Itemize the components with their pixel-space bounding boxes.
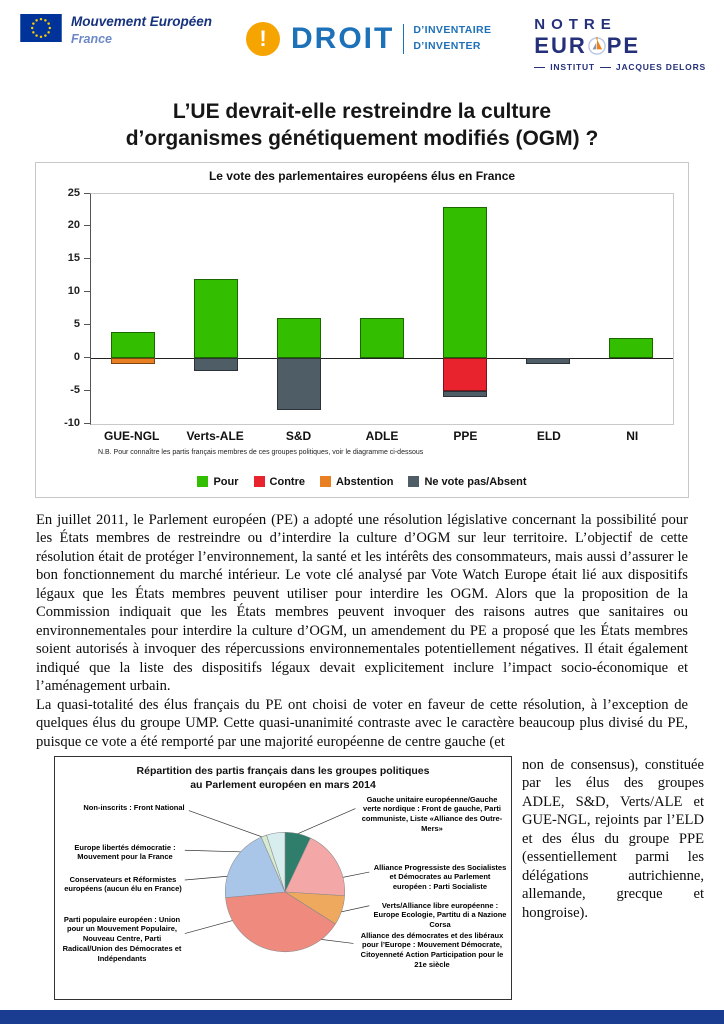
legend-item (254, 476, 305, 488)
logo-droit-tag2: D’INVENTER (413, 40, 481, 52)
logo-ne-jacques-delors: JACQUES DELORS (615, 62, 706, 72)
bar-segment-Pour (443, 207, 487, 358)
pie-label-sd: Alliance Progressiste des Socialistes et Démocrates au Parlement européen : Parti Socialiste (373, 862, 507, 891)
x-axis-label: Verts-ALE (186, 428, 244, 443)
logo-ne-sub (534, 62, 706, 72)
bar-column-NI (590, 194, 673, 424)
logo-ne-dash-icon (600, 67, 611, 68)
bar-legend (36, 476, 688, 488)
legend-swatch (197, 476, 208, 487)
logo-droit-inventaire (246, 22, 491, 56)
pie-label-ppe: Parti populaire européen : Union pour un Mouvement Populaire, Nouveau Centre, Parti Radical/Union des Démocrates et Indépendants (62, 914, 182, 963)
legend-label: Pour (213, 475, 239, 488)
bar-column-ADLE (340, 194, 423, 424)
bar-segment-Ne vote pas/Absent (443, 391, 487, 398)
bar-column-PPE (424, 194, 507, 424)
exclamation-icon (246, 22, 280, 56)
bottom-section (54, 756, 704, 1000)
pie-title-line2: au Parlement européen en mars 2014 (190, 778, 376, 791)
pie-label-adle: Alliance des démocrates et des libéraux pour l’Europe : Mouvement Démocrate, Citoyenneté Action Participation pour le 21e siècle (360, 930, 504, 969)
sailboat-o-icon (588, 37, 606, 55)
bar-chart (35, 162, 689, 498)
y-tick-label: 20 (67, 219, 80, 232)
pie-slices (225, 832, 344, 951)
x-axis-label: NI (626, 428, 639, 443)
bar-column-S&D (257, 194, 340, 424)
logo-mouvement-title: Mouvement Européen (71, 14, 213, 29)
logo-notre-europe (534, 16, 706, 72)
logo-droit-tag1: D’INVENTAIRE (413, 24, 492, 37)
bar-segment-Ne vote pas/Absent (277, 358, 321, 411)
logo-mouvement-europeen (20, 14, 216, 46)
logo-ne-eur: EUR (534, 33, 587, 58)
chart-note: N.B. Pour connaître les partis français membres de ces groupes politiques, voir le diagramme ci-dessous (98, 448, 424, 456)
legend-item (408, 476, 526, 488)
legend-swatch (254, 476, 265, 487)
bar-segment-Pour (111, 332, 155, 358)
legend-item (320, 476, 393, 488)
legend-label: Contre (269, 475, 305, 488)
x-axis-label: PPE (453, 428, 478, 443)
body-text (36, 511, 688, 752)
bar-segment-Pour (609, 338, 653, 358)
paragraph-2: La quasi-totalité des élus français du PE ont choisi de voter en faveur de cette résolution, à l’exception de quelques élus du groupe UMP. Cette quasi-unanimité contraste avec le caractère beaucoup plus divisé du PE, puisque ce vote a été remporté par une majorité européenne de centre gauche (et (36, 696, 688, 750)
bar-segment-Pour (194, 279, 238, 358)
bar-y-axis (44, 186, 90, 429)
paragraph-2-right-column: non de consensus), constituée par les élus des groupes ADLE, S&D, Verts/ALE et GUE-NGL, rejoints par l’ELD et des élus du groupe PPE (essentiellement parmi les délégations autrichienne, allemande, grecque et hongroise). (522, 756, 704, 921)
logo-mouvement-text (71, 14, 212, 46)
x-axis-label: ELD (536, 428, 561, 443)
legend-swatch (320, 476, 331, 487)
x-axis-label: GUE-NGL (104, 428, 160, 443)
bar-x-labels (90, 429, 674, 445)
y-tick-label: 10 (67, 285, 80, 298)
legend-item (197, 476, 238, 488)
logo-droit-word: DROIT (291, 22, 395, 55)
logo-ne-institut: INSTITUT (550, 62, 595, 72)
y-tick-label: 0 (73, 350, 80, 363)
bar-chart-title: Le vote des parlementaires européens élus en France (208, 168, 516, 183)
bar-segment-Contre (443, 358, 487, 391)
legend-label: Abstention (335, 475, 394, 488)
pie-label-non-inscrits: Non-inscrits : Front National (83, 802, 185, 812)
x-axis-label: S&D (285, 428, 312, 443)
bar-segment-Pour (277, 318, 321, 357)
bar-segment-Ne vote pas/Absent (526, 358, 570, 365)
pie-chart-box (54, 756, 512, 1000)
y-tick-label: 5 (73, 318, 80, 331)
logo-mouvement-subtitle: France (71, 32, 112, 46)
bar-segment-Abstention (111, 358, 155, 365)
bar-segment-Pour (360, 318, 404, 357)
exclamation-glyph: ! (259, 26, 267, 51)
header (0, 0, 724, 88)
x-axis-label: ADLE (365, 428, 399, 443)
footer-bar (0, 1010, 724, 1024)
pie-label-gue: Gauche unitaire européenne/Gauche verte nordique : Front de gauche, Parti communiste, Liste «Alliance des Outre-Mers» (361, 794, 503, 833)
page-title (0, 98, 724, 153)
logo-ne-top: NOTRE (534, 16, 617, 33)
logo-ne-pe: PE (606, 33, 641, 58)
legend-swatch (408, 476, 419, 487)
logo-ne-dash-icon (534, 67, 545, 68)
pie-label-eld: Europe libertés démocratie : Mouvement pour la France (74, 842, 176, 862)
page-title-line2: d’organismes génétiquement modifiés (OGM) ? (125, 127, 599, 151)
bar-plot (90, 193, 674, 425)
logo-droit-tags (413, 23, 491, 55)
bar-column-Verts-ALE (174, 194, 257, 424)
bar-segment-Ne vote pas/Absent (194, 358, 238, 371)
pie-label-cre: Conservateurs et Réformistes européens (aucun élu en France) (64, 874, 182, 894)
y-tick-label: 15 (67, 252, 80, 265)
y-tick-label: -5 (70, 383, 80, 396)
bar-column-ELD (507, 194, 590, 424)
pie-label-verts: Verts/Alliance libre européenne : Europe Ecologie, Partitu di a Nazione Corsa (373, 900, 507, 929)
y-tick-label: 25 (67, 186, 80, 199)
pie-chart (221, 828, 349, 956)
y-tick-label: -10 (64, 416, 80, 429)
paragraph-1: En juillet 2011, le Parlement européen (PE) a adopté une résolution législative concernant la possibilité pour les États membres de restreindre ou d’interdire la culture d’OGM sur leur territoire. L’objectif de cette résolution était de protéger l’environnement, la santé et les intérêts des consommateurs, mais aussi d’assurer le bon fonctionnement du marché intérieur. Le vote clé analysé par Vote Watch Europe était lié aux dispositifs légaux que les États membres peuvent utiliser pour interdire les OGM. Alors que la proposition de la Commission indiquait que les États membres peuvent invoquer des raisons autres que sanitaires ou environnementales pour interdire la culture d’OGM, un amendement du PE a proposé que les États membres soient autorisés à invoquer des répercussions environnementales potentiellement négatives. Il était également indiqué que la liste des dispositifs légaux devait explicitement inclure l’impact socio-économique et l’aménagement urbain. (36, 511, 688, 695)
legend-label: Ne vote pas/Absent (424, 475, 527, 488)
bar-column-GUE-NGL (91, 194, 174, 424)
logo-droit-divider (403, 24, 404, 54)
pie-title-line1: Répartition des partis français dans les groupes politiques (136, 764, 430, 777)
page-title-line1: L’UE devrait-elle restreindre la culture (172, 100, 552, 123)
logo-ne-mid (534, 33, 706, 59)
eu-flag-icon (20, 14, 62, 42)
